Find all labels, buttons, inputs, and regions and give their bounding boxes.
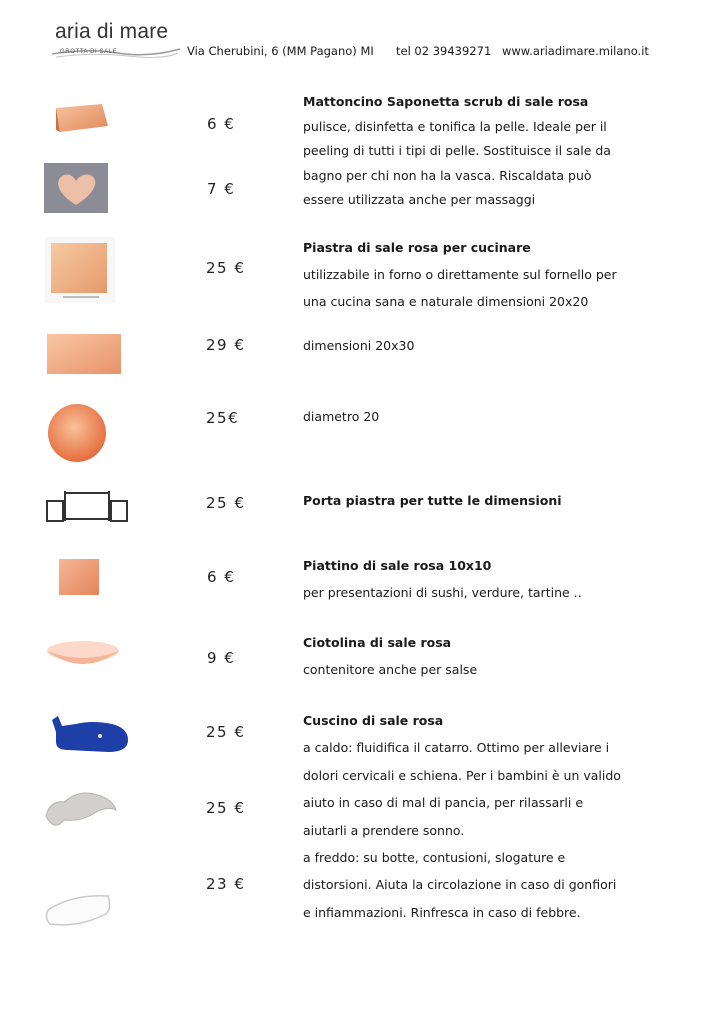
cuscino-line: aiuto in caso di mal di pancia, per rilassarli e <box>303 795 584 811</box>
piattino-title: Piattino di sale rosa 10x10 <box>303 558 492 573</box>
logo-subtitle: GROTTA DI SALE <box>60 49 118 55</box>
cuscino-line: dolori cervicali e schiena. Per i bambini è un valido <box>303 767 621 783</box>
saponetta-description <box>303 90 663 213</box>
logo-title: aria di mare <box>55 20 169 43</box>
cuscino-line: a freddo: su botte, contusioni, slogature e <box>303 850 566 866</box>
piattino-description <box>303 552 663 606</box>
cuscino-line: a caldo: fluidifica il catarro. Ottimo per alleviare i <box>303 740 610 756</box>
saponetta-line: essere utilizzata anche per massaggi <box>303 192 536 207</box>
price-cuscino-blue: 25 € <box>206 723 246 741</box>
porta-piastra-description <box>303 493 663 508</box>
price-piastra-round: 25€ <box>206 409 240 427</box>
piastra-20x20-image <box>45 237 115 303</box>
ciotolina-image <box>43 635 123 671</box>
piattino-image <box>56 556 102 598</box>
piastra-line: utilizzabile in forno o direttamente sul fornello per <box>303 267 617 282</box>
cuscino-grey-image <box>42 786 120 838</box>
saponetta-image <box>50 100 112 136</box>
ciotolina-description <box>303 629 663 683</box>
price-saponetta: 6 € <box>207 115 236 133</box>
piastra-round-image <box>44 403 110 463</box>
piastra-20x30-description <box>303 338 663 353</box>
cuscino-line: distorsioni. Aiuta la circolazione in caso di gonfiori <box>303 877 617 893</box>
header-address: Via Cherubini, 6 (MM Pagano) MI <box>187 44 374 58</box>
cuscino-line: e infiammazioni. Rinfresca in caso di febbre. <box>303 904 581 920</box>
price-heart: 7 € <box>207 180 236 198</box>
price-ciotolina: 9 € <box>207 649 236 667</box>
saponetta-line: bagno per chi non ha la vasca. Riscaldata può <box>303 167 592 183</box>
cuscino-blue-image <box>46 710 134 758</box>
price-cuscino-white: 23 € <box>206 875 246 893</box>
price-piastra-20x30: 29 € <box>206 336 246 354</box>
saponetta-line: pulisce, disinfetta e tonifica la pelle. Ideale per il <box>303 118 607 134</box>
piastra-line: una cucina sana e naturale dimensioni 20x20 <box>303 294 589 309</box>
piastra-20x30-text: dimensioni 20x30 <box>303 338 415 353</box>
piastra-description <box>303 234 663 315</box>
heart-image <box>44 163 108 213</box>
piastra-round-text: diametro 20 <box>303 409 380 424</box>
cuscino-description <box>303 707 663 926</box>
header-website[interactable]: www.ariadimare.milano.it <box>502 44 649 58</box>
header-phone: tel 02 39439271 <box>396 44 492 58</box>
piastra-20x30-image <box>45 332 123 376</box>
porta-piastra-image <box>43 485 131 531</box>
price-piattino: 6 € <box>207 568 236 586</box>
piastra-title: Piastra di sale rosa per cucinare <box>303 240 531 255</box>
price-porta-piastra: 25 € <box>206 494 246 512</box>
ciotolina-title: Ciotolina di sale rosa <box>303 635 452 650</box>
porta-piastra-title: Porta piastra per tutte le dimensioni <box>303 493 562 508</box>
saponetta-title: Mattoncino Saponetta scrub di sale rosa <box>303 94 589 109</box>
cuscino-white-image <box>42 888 116 932</box>
cuscino-line: aiutarli a prendere sonno. <box>303 822 465 838</box>
ciotolina-line: contenitore anche per salse <box>303 662 478 677</box>
piattino-line: per presentazioni di sushi, verdure, tartine .. <box>303 585 582 600</box>
price-cuscino-grey: 25 € <box>206 799 246 817</box>
price-piastra-20x20: 25 € <box>206 259 246 277</box>
saponetta-line: peeling di tutti i tipi di pelle. Sostituisce il sale da <box>303 143 611 158</box>
cuscino-title: Cuscino di sale rosa <box>303 713 444 728</box>
piastra-round-description <box>303 409 663 424</box>
